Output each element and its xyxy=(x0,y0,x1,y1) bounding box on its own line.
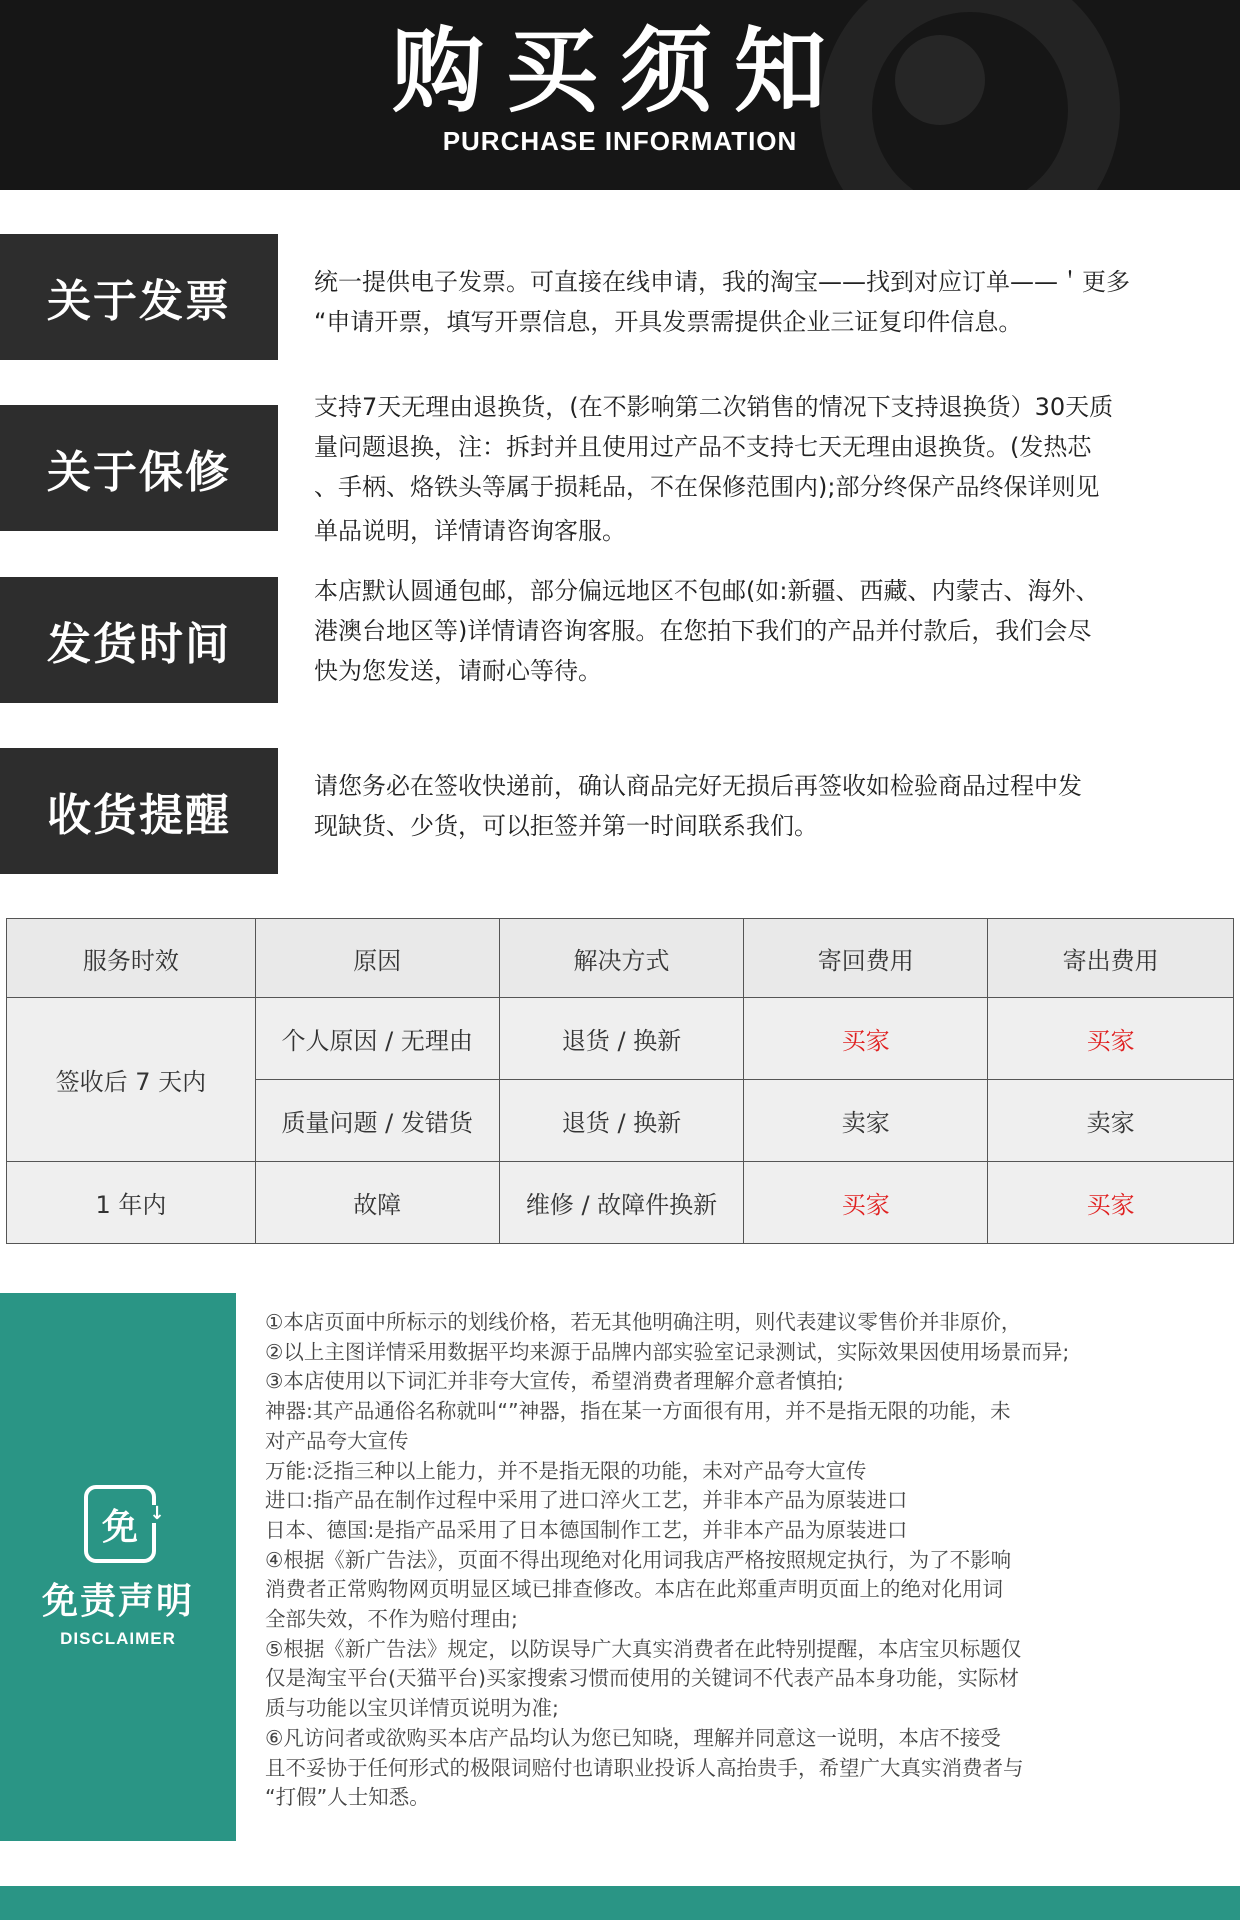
section-line: 支持7天无理由退换货，(在不影响第二次销售的情况下支持退换货）30天质 xyxy=(314,393,1114,421)
disclaimer-line: 对产品夸大宣传 xyxy=(265,1428,409,1453)
section-label: 关于保修 xyxy=(0,405,278,531)
table-header-cell: 服务时效 xyxy=(7,919,256,998)
section-line: 本店默认圆通包邮，部分偏远地区不包邮(如:新疆、西藏、内蒙古、海外、 xyxy=(314,577,1100,605)
table-header-cell: 寄出费用 xyxy=(988,919,1234,998)
section-line: 单品说明，详情请咨询客服。 xyxy=(314,517,626,545)
section-body xyxy=(314,766,1214,846)
disclaimer-panel xyxy=(0,1293,236,1841)
disclaimer-line: 万能:泛指三种以上能力，并不是指无限的功能，未对产品夸大宣传 xyxy=(265,1458,867,1483)
return-fee-cell: 买家 xyxy=(744,998,988,1080)
table-header-cell: 解决方式 xyxy=(499,919,744,998)
section-label: 关于发票 xyxy=(0,234,278,360)
section-body xyxy=(314,262,1214,342)
disclaimer-line: 神器:其产品通俗名称就叫“”神器，指在某一方面很有用，并不是指无限的功能，未 xyxy=(265,1399,1011,1424)
disclaimer-line: 日本、德国:是指产品采用了日本德国制作工艺，并非本产品为原装进口 xyxy=(265,1517,908,1542)
bottom-bar xyxy=(0,1886,1240,1920)
disclaimer-icon xyxy=(84,1485,165,1563)
solution-cell: 退货 / 换新 xyxy=(499,1080,744,1162)
section-line: “申请开票，填写开票信息，开具发票需提供企业三证复印件信息。 xyxy=(314,308,1023,336)
section-line: 快为您发送，请耐心等待。 xyxy=(314,657,602,685)
disclaimer-subtitle: DISCLAIMER xyxy=(60,1629,176,1648)
ship-fee-cell: 卖家 xyxy=(988,1080,1234,1162)
table-header-row xyxy=(7,919,1234,998)
table-header-cell: 寄回费用 xyxy=(744,919,988,998)
section-line: 港澳台地区等)详情请咨询客服。在您拍下我们的产品并付款后，我们会尽 xyxy=(314,617,1092,645)
solution-cell: 维修 / 故障件换新 xyxy=(499,1162,744,1244)
section-line: 量问题退换，注：拆封并且使用过产品不支持七天无理由退换货。(发热芯 xyxy=(314,433,1092,461)
period-cell: 签收后 7 天内 xyxy=(7,998,256,1162)
disclaimer-line: ③本店使用以下词汇并非夸大宣传，希望消费者理解介意者慎拍; xyxy=(265,1369,844,1394)
disclaimer-icon-char: 免 xyxy=(101,1506,138,1548)
disclaimer-title: 免责声明 xyxy=(41,1581,194,1622)
disclaimer-line: 进口:指产品在制作过程中采用了进口淬火工艺，并非本产品为原装进口 xyxy=(265,1488,908,1513)
disclaimer-line: 且不妥协于任何形式的极限词赔付也请职业投诉人高抬贵手，希望广大真实消费者与 xyxy=(265,1755,1024,1780)
disclaimer-line: 全部失效，不作为赔付理由; xyxy=(265,1607,518,1632)
period-cell: 1 年内 xyxy=(7,1162,256,1244)
section-line: 请您务必在签收快递前，确认商品完好无损后再签收如检验商品过程中发 xyxy=(314,772,1082,800)
disclaimer-text xyxy=(265,1308,1215,1813)
disclaimer-line: ④根据《新广告法》，页面不得出现绝对化用词我店严格按照规定执行，为了不影响 xyxy=(265,1547,1012,1572)
page-header xyxy=(0,0,1240,190)
ship-fee-cell: 买家 xyxy=(988,1162,1234,1244)
disclaimer-line: ⑥凡访问者或欲购买本店产品均认为您已知晓，理解并同意这一说明，本店不接受 xyxy=(265,1725,1001,1750)
table-row xyxy=(7,998,1234,1080)
ship-fee-cell: 买家 xyxy=(988,998,1234,1080)
return-fee-cell: 买家 xyxy=(744,1162,988,1244)
page-title: 购买须知 xyxy=(391,18,848,125)
solution-cell: 退货 / 换新 xyxy=(499,998,744,1080)
return-fee-cell: 卖家 xyxy=(744,1080,988,1162)
section-body xyxy=(314,387,1214,551)
section-label: 收货提醒 xyxy=(0,748,278,874)
section-line: 统一提供电子发票。可直接在线申请，我的淘宝——找到对应订单——＇更多 xyxy=(314,268,1130,296)
disclaimer-line: “打假”人士知悉。 xyxy=(265,1785,430,1810)
disclaimer-line: ①本店页面中所标示的划线价格，若无其他明确注明，则代表建议零售价并非原价， xyxy=(265,1310,1022,1334)
section-line: 现缺货、少货，可以拒签并第一时间联系我们。 xyxy=(314,812,818,840)
table-header-cell: 原因 xyxy=(255,919,499,998)
disclaimer-line: 消费者正常购物网页明显区域已排查修改。本店在此郑重声明页面上的绝对化用词 xyxy=(265,1577,1003,1602)
section-label: 发货时间 xyxy=(0,577,278,703)
reason-cell: 故障 xyxy=(255,1162,499,1244)
disclaimer-line: 质与功能以宝贝详情页说明为准; xyxy=(265,1696,559,1721)
section-line: 、手柄、烙铁头等属于损耗品，不在保修范围内);部分终保产品终保详则见 xyxy=(314,473,1100,501)
reason-cell: 质量问题 / 发错货 xyxy=(255,1080,499,1162)
table-row xyxy=(7,1162,1234,1244)
disclaimer-line: ②以上主图详情采用数据平均来源于品牌内部实验室记录测试，实际效果因使用场景而异; xyxy=(265,1339,1070,1364)
arrow-icon: ↓ xyxy=(149,1503,165,1524)
page-subtitle: PURCHASE INFORMATION xyxy=(442,126,798,156)
disclaimer-line: ⑤根据《新广告法》规定，以防误导广大真实消费者在此特别提醒，本店宝贝标题仅 xyxy=(265,1636,1022,1661)
disclaimer-line: 仅是淘宝平台(天猫平台)买家搜索习惯而使用的关键词不代表产品本身功能，实际材 xyxy=(265,1666,1019,1691)
section-body xyxy=(314,571,1214,691)
service-table xyxy=(6,918,1234,1244)
reason-cell: 个人原因 / 无理由 xyxy=(255,998,499,1080)
